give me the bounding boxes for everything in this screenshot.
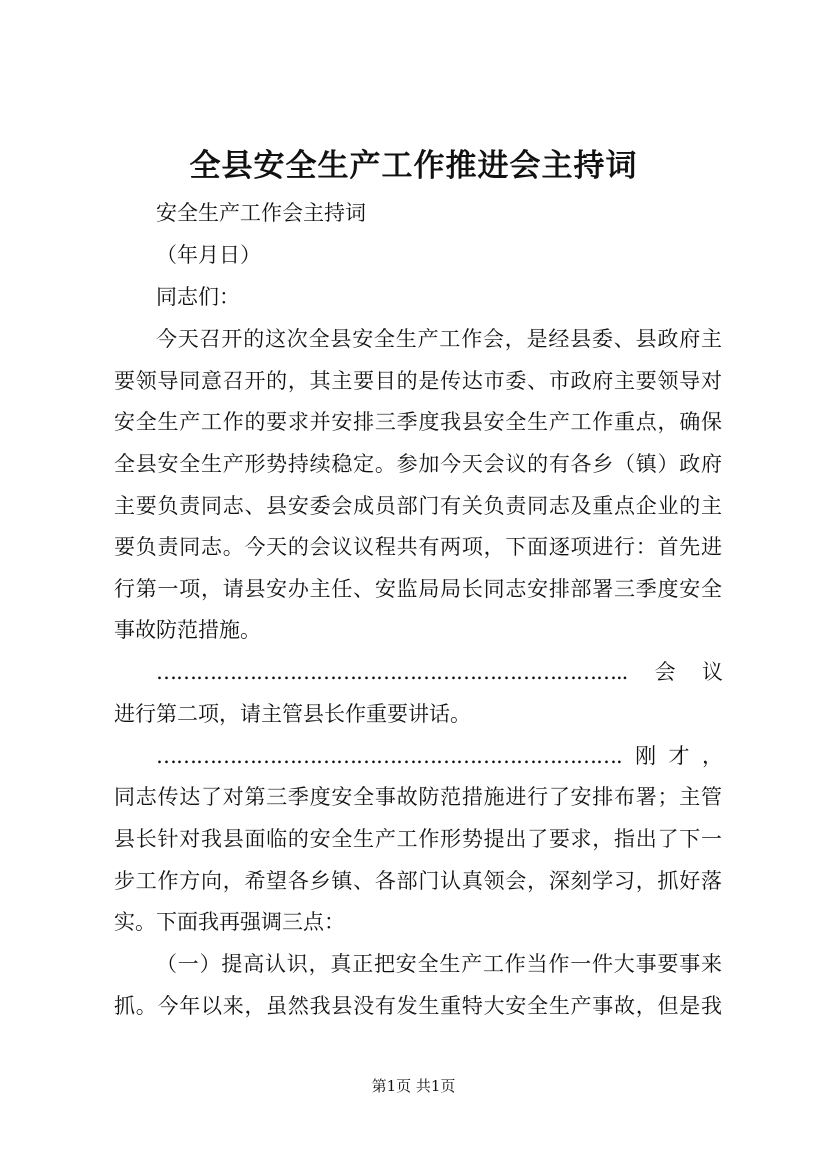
body-text-line: 要领导同意召开的，其主要目的是传达市委、市政府主要领导对 [114, 369, 722, 393]
date-line: （年月日） [156, 243, 261, 267]
body-text-line: 事故防范措施。 [114, 618, 261, 642]
salutation-line: 同志们： [156, 285, 240, 309]
body-text-line: 抓。今年以来，虽然我县没有发生重特大安全生产事故，但是我 [114, 994, 722, 1018]
body-text-line: 实。下面我再强调三点： [114, 910, 345, 934]
page-footer: 第1页 共1页 [371, 1077, 456, 1095]
body-text-line: 进行第二项，请主管县长作重要讲话。 [114, 702, 471, 726]
body-text-line: 全县安全生产形势持续稳定。参加今天会议的有各乡（镇）政府 [114, 452, 722, 476]
body-text-line: 行第一项，请县安办主任、安监局局长同志安排部署三季度安全 [114, 577, 722, 601]
body-text-line: 今天召开的这次全县安全生产工作会，是经县委、县政府主 [156, 327, 722, 351]
body-text-line: 要负责同志。今天的会议议程共有两项，下面逐项进行：首先进 [114, 535, 722, 559]
document-title: 全县安全生产工作推进会主持词 [189, 148, 638, 184]
dotted-leader-line: ……………………………………………………………..会议 [156, 660, 722, 684]
body-text-line: 主要负责同志、县安委会成员部门有关负责同志及重点企业的主 [114, 494, 722, 518]
body-text-line: 同志传达了对第三季度安全事故防范措施进行了安排布署；主管 [114, 785, 722, 809]
body-text-line: 步工作方向，希望各乡镇、各部门认真领会，深刻学习，抓好落 [114, 869, 722, 893]
body-text-line: （一）提高认识，真正把安全生产工作当作一件大事要事来 [156, 952, 722, 976]
dotted-leader-line: …………………………………………………………….刚才， [156, 744, 722, 768]
subtitle-line: 安全生产工作会主持词 [156, 201, 366, 225]
body-text-line: 县长针对我县面临的安全生产工作形势提出了要求，指出了下一 [114, 827, 722, 851]
body-text-line: 安全生产工作的要求并安排三季度我县安全生产工作重点，确保 [114, 410, 722, 434]
